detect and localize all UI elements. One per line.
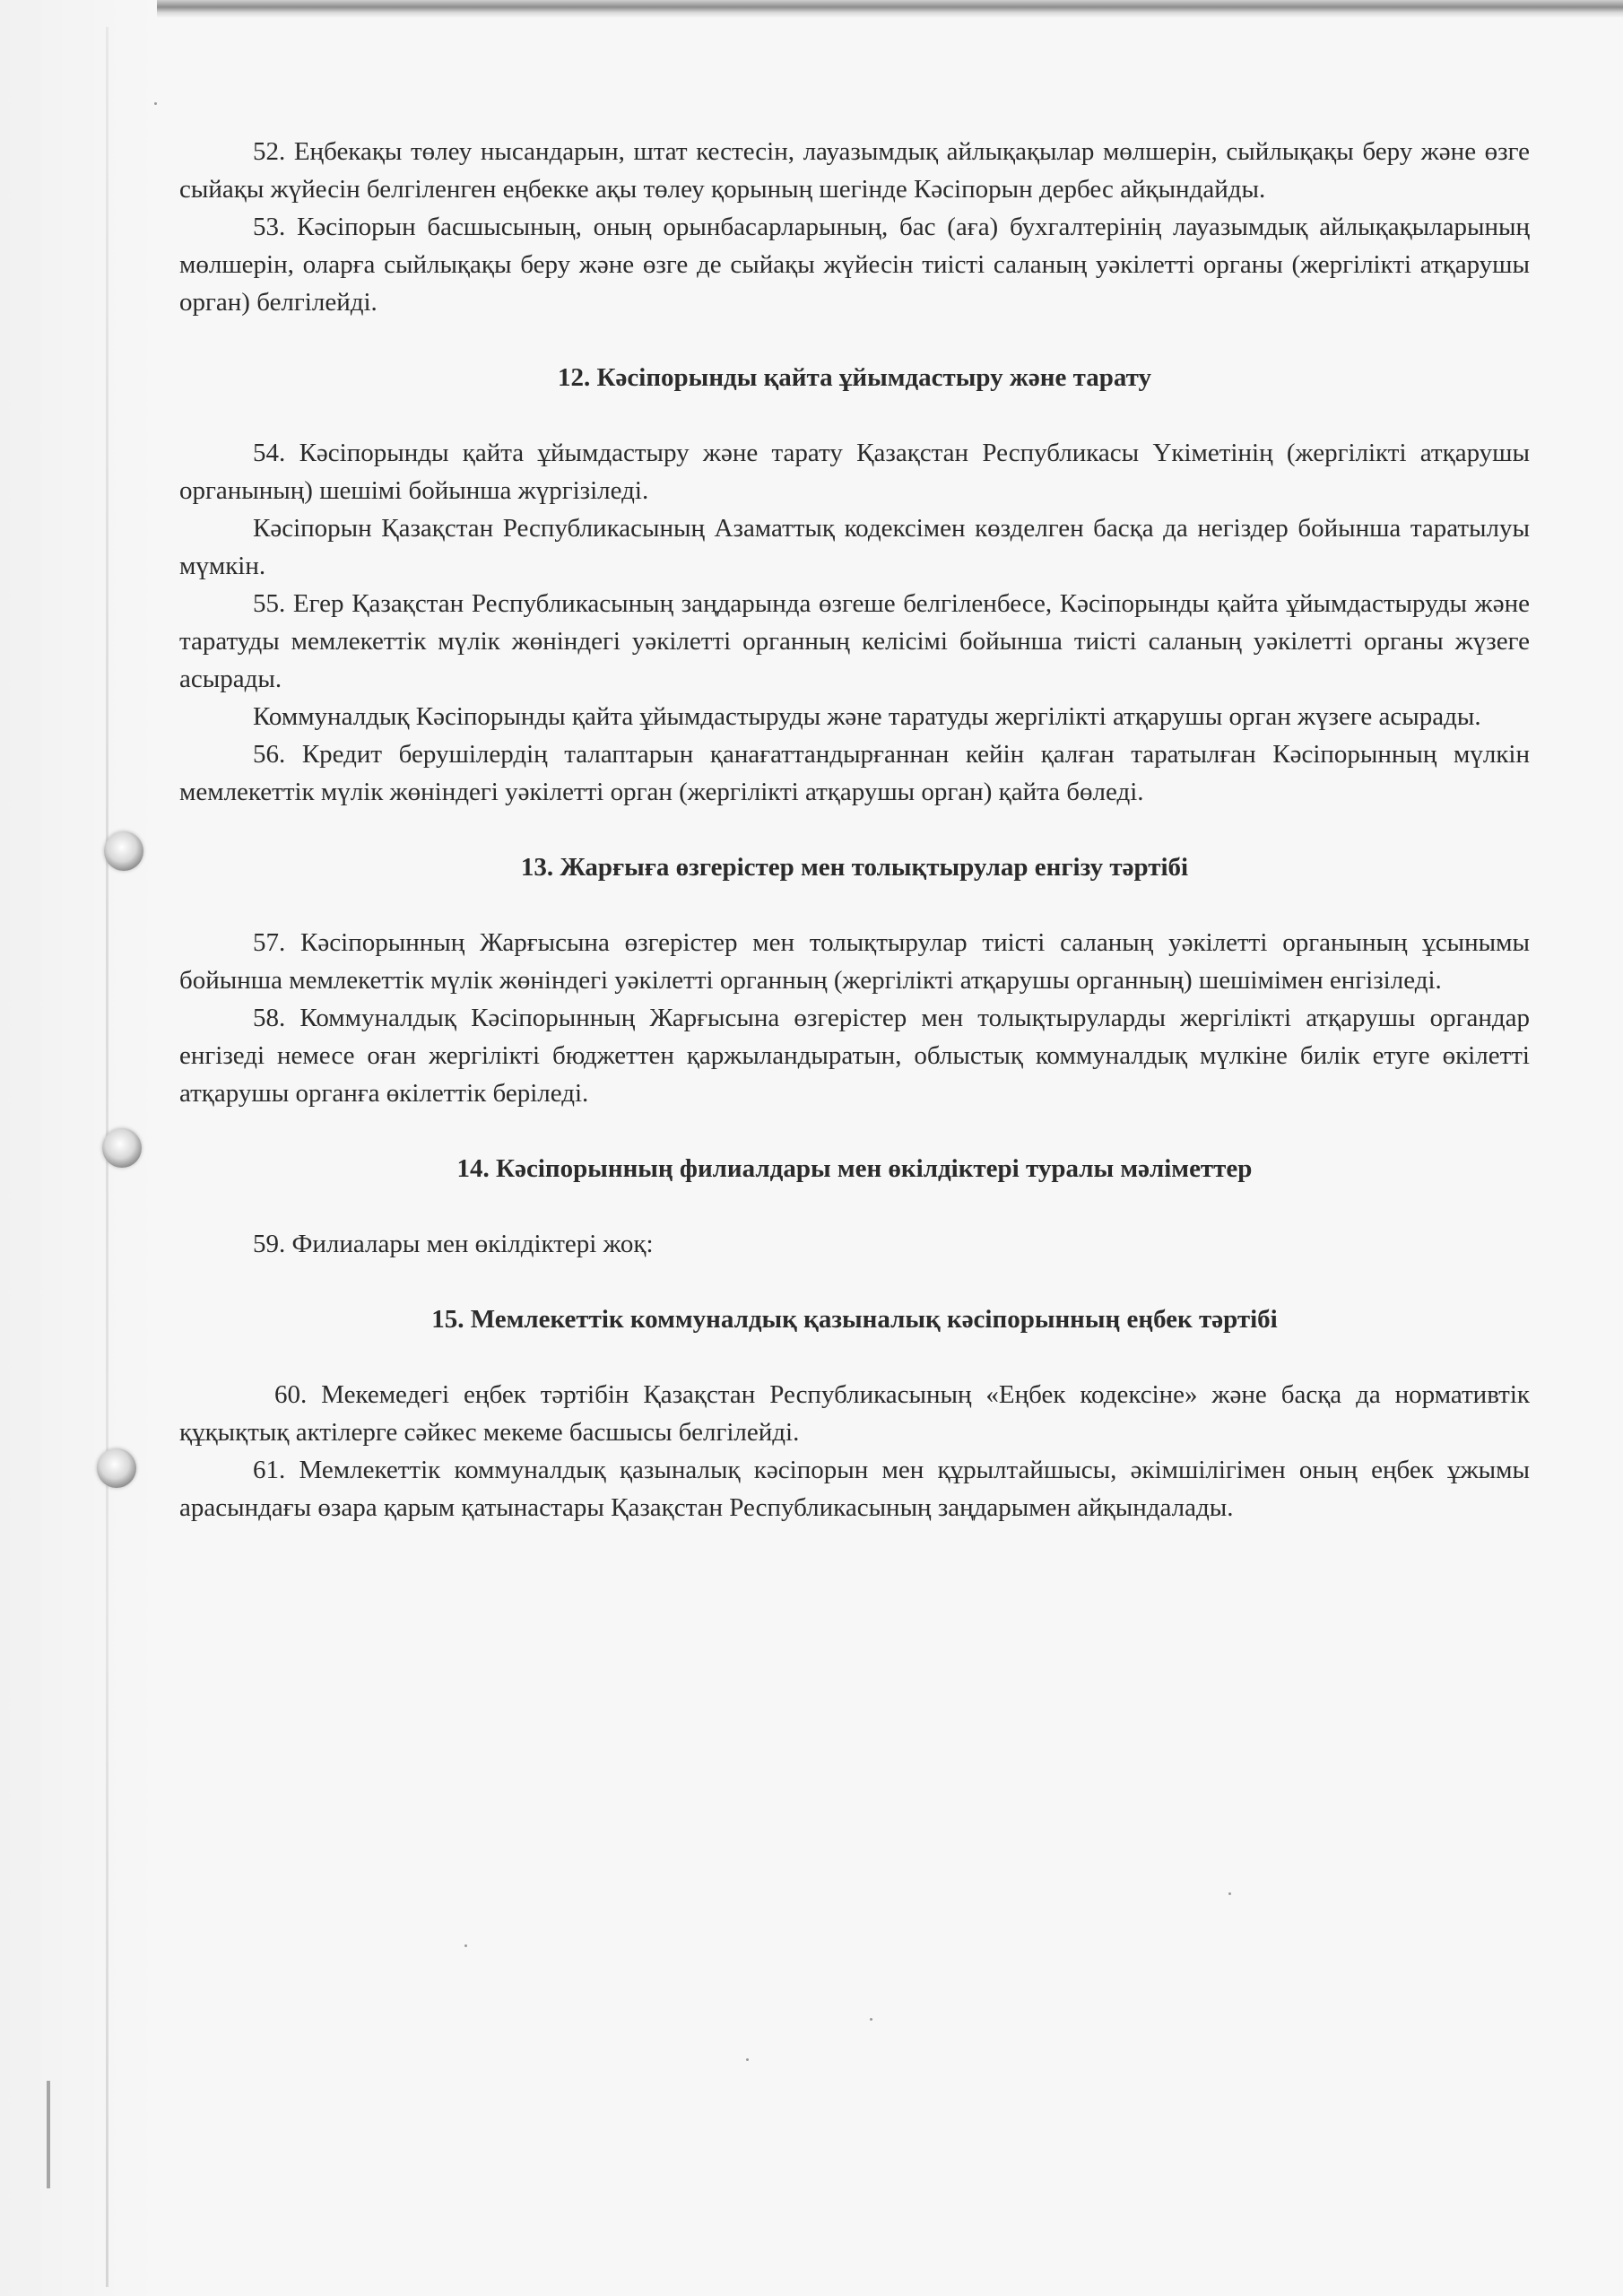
spacer xyxy=(179,1338,1530,1376)
scan-speck xyxy=(1228,1892,1231,1895)
spacer xyxy=(179,886,1530,924)
scan-speck xyxy=(154,102,157,105)
paragraph-60: 60. Мекемедегі еңбек тәртібін Қазақстан Республикасының «Еңбек кодексіне» және басқа да нормативтік құқықтық актілерге сәйкес мекеме басшысы белгілейді. xyxy=(179,1380,1530,1447)
section-heading-13: 13. Жарғыға өзгерістер мен толықтырулар енгізу тәртібі xyxy=(520,853,1189,882)
paragraph-54-cont: Кәсіпорын Қазақстан Республикасының Азаматтық кодексімен көзделген басқа да негіздер бойынша таратылуы мүмкін. xyxy=(179,514,1530,580)
binding-mark xyxy=(47,2081,50,2188)
paragraph-61: 61. Мемлекеттік коммуналдық қазыналық кәсіпорын мен құрылтайшысы, әкімшілігімен оның еңбек ұжымы арасындағы өзара қарым қатынастары Қазақстан Республикасының заңдарымен айқындалады. xyxy=(179,1456,1530,1522)
document-body xyxy=(179,133,1530,1526)
paragraph-54: 54. Кәсіпорынды қайта ұйымдастыру және тарату Қазақстан Республикасы Үкіметінің (жергілікті атқарушы органының) шешімі бойынша жүргізіледі. xyxy=(179,439,1530,505)
scan-speck xyxy=(870,2018,872,2021)
section-heading-14: 14. Кәсіпорынның филиалдары мен өкілдіктері туралы мәліметтер xyxy=(456,1154,1253,1183)
paragraph-52: 52. Еңбекақы төлеу нысандарын, штат кестесін, лауазымдық айлықақылар мөлшерін, сыйлықақы беру және өзге сыйақы жүйесін белгіленген еңбекке ақы төлеу қорының шегінде Кәсіпорын дербес айқындайды. xyxy=(179,137,1530,204)
scan-top-edge xyxy=(0,0,1623,18)
spacer xyxy=(179,396,1530,434)
spacer xyxy=(179,811,1530,848)
scan-speck xyxy=(746,2058,749,2061)
spacer xyxy=(179,1112,1530,1150)
paragraph-55-cont: Коммуналдық Кәсіпорынды қайта ұйымдастыруды және таратуды жергілікті атқарушы орган жүзеге асырады. xyxy=(253,702,1481,731)
punch-hole-2 xyxy=(102,1128,142,1168)
section-heading-12: 12. Кәсіпорынды қайта ұйымдастыру және тарату xyxy=(558,363,1151,392)
paragraph-59: 59. Филиалары мен өкілдіктері жоқ: xyxy=(253,1230,654,1258)
paragraph-53: 53. Кәсіпорын басшысының, оның орынбасарларының, бас (аға) бухгалтерінің лауазымдық айлықақыларының мөлшерін, оларға сыйлықақы беру және өзге де сыйақы жүйесін тиісті саланың уәкілетті органы (жергілікті атқарушы орган) белгілейді. xyxy=(179,213,1530,317)
section-heading-15: 15. Мемлекеттік коммуналдық қазыналық кәсіпорынның еңбек тәртібі xyxy=(431,1305,1278,1334)
paragraph-55: 55. Егер Қазақстан Республикасының заңдарында өзгеше белгіленбесе, Кәсіпорынды қайта ұйымдастыруды және таратуды мемлекеттік мүлік жөніндегі уәкілетті органның келісімі бойынша тиісті саланың уәкілетті органы жүзеге асырады. xyxy=(179,589,1530,693)
spacer xyxy=(179,1187,1530,1225)
paragraph-58: 58. Коммуналдық Кәсіпорынның Жарғысына өзгерістер мен толықтыруларды жергілікті атқарушы органдар енгізеді немесе оған жергілікті бюджеттен қаржыландыратын, облыстық коммуналдық мүлкіне билік етуге өкілетті атқарушы органға өкілеттік беріледі. xyxy=(179,1004,1530,1108)
paragraph-57: 57. Кәсіпорынның Жарғысына өзгерістер мен толықтырулар тиісті саланың уәкілетті органының ұсынымы бойынша мемлекеттік мүлік жөніндегі уәкілетті органның (жергілікті атқарушы органның) шешімімен енгізіледі. xyxy=(179,928,1530,995)
scan-speck xyxy=(464,1944,467,1947)
punch-hole-1 xyxy=(104,831,143,871)
paragraph-56: 56. Кредит берушілердің талаптарын қанағаттандырғаннан кейін қалған таратылған Кәсіпорынның мүлкін мемлекеттік мүлік жөніндегі уәкілетті орган (жергілікті атқарушы орган) қайта бөледі. xyxy=(179,740,1530,806)
spacer xyxy=(179,1263,1530,1300)
punch-hole-3 xyxy=(97,1448,136,1488)
spacer xyxy=(179,321,1530,359)
